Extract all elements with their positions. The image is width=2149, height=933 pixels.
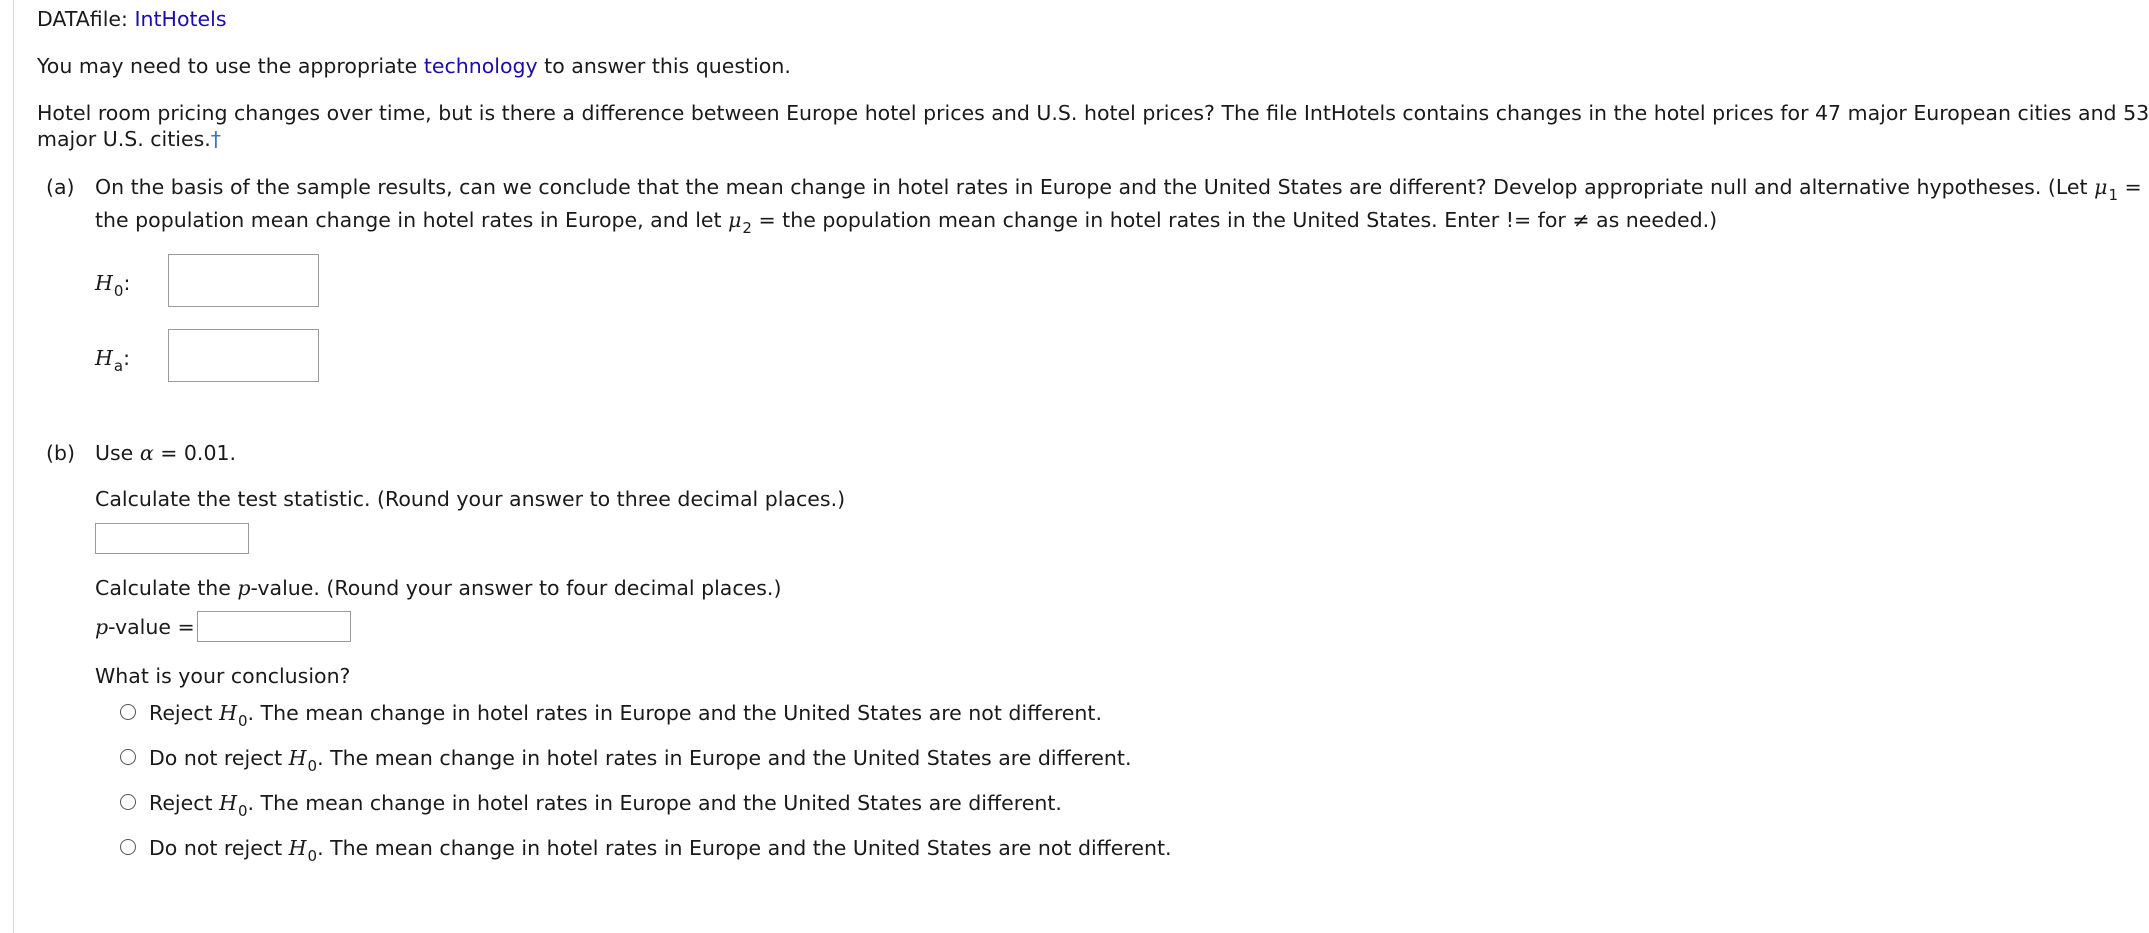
mu1-subscript: 1 — [2108, 186, 2118, 204]
p-value-input[interactable] — [197, 611, 351, 642]
h0-subscript: 0 — [113, 282, 124, 300]
alpha-value: = 0.01. — [153, 441, 237, 465]
option-3-verb: Reject — [149, 791, 220, 815]
option-4-verb: Do not reject — [149, 836, 289, 860]
option-3-h: H — [219, 791, 237, 815]
test-statistic-prompt: Calculate the test statistic. (Round your answer to three decimal places.) — [95, 487, 846, 511]
h0-colon: : — [123, 271, 131, 295]
option-1-text: . The mean change in hotel rates in Europe and the United States are not different. — [247, 701, 1102, 725]
option-1-verb: Reject — [149, 701, 220, 725]
mu2-subscript: 2 — [742, 219, 752, 237]
intro-line-2-text: major U.S. cities. — [37, 127, 211, 151]
part-a-question-line-1 — [95, 174, 2142, 202]
conclusion-option-3[interactable] — [149, 790, 1062, 818]
conclusion-option-2[interactable] — [149, 745, 1131, 773]
part-a-text-1-end: = — [2117, 175, 2142, 199]
ha-colon: : — [123, 346, 131, 370]
datafile-link[interactable]: IntHotels — [134, 7, 227, 31]
technology-note-text-end: to answer this question. — [537, 54, 791, 78]
datafile-label: DATAfile: — [37, 7, 135, 31]
mu1-symbol: μ — [2094, 175, 2108, 199]
part-a-question-line-2 — [95, 207, 1717, 235]
part-b-label: (b) — [46, 441, 76, 465]
part-a-text-2-end: = the population mean change in hotel rates in the United States. Enter != for ≠ as needed.) — [751, 208, 1718, 232]
part-a-text-1: On the basis of the sample results, can we conclude that the mean change in hotel rates in Europe and the United States are different? Develop appropriate null and alternative hypotheses. (Let — [95, 175, 2095, 199]
option-3-h-subscript: 0 — [237, 802, 248, 820]
intro-line-2 — [37, 126, 221, 152]
part-a-text-2: the population mean change in hotel rates in Europe, and let — [95, 208, 729, 232]
p-value-prompt-text: Calculate the — [95, 576, 238, 600]
alpha-text: Use — [95, 441, 140, 465]
h0-label — [95, 270, 130, 298]
technology-link[interactable]: technology — [423, 54, 538, 78]
p-value-prompt — [95, 575, 781, 601]
ha-letter: H — [95, 346, 113, 370]
footnote-dagger-link[interactable]: † — [210, 127, 222, 151]
option-4-text: . The mean change in hotel rates in Europe and the United States are not different. — [317, 836, 1172, 860]
option-1-h: H — [219, 701, 237, 725]
p-value-label-text: -value = — [108, 615, 195, 639]
conclusion-radio-4[interactable] — [120, 839, 136, 855]
conclusion-radio-1[interactable] — [120, 704, 136, 720]
option-2-h-subscript: 0 — [307, 757, 318, 775]
option-2-verb: Do not reject — [149, 746, 289, 770]
ha-input[interactable] — [168, 329, 319, 382]
technology-note — [37, 53, 791, 79]
conclusion-option-4[interactable] — [149, 835, 1172, 863]
p-value-prompt-p: p — [237, 576, 251, 600]
alpha-symbol: α — [139, 441, 154, 465]
h0-input[interactable] — [168, 254, 319, 307]
mu2-symbol: μ — [728, 208, 742, 232]
ha-subscript: a — [113, 357, 124, 375]
ha-label — [95, 345, 130, 373]
option-2-text: . The mean change in hotel rates in Europe and the United States are different. — [317, 746, 1132, 770]
h0-letter: H — [95, 271, 113, 295]
p-value-prompt-text-end: -value. (Round your answer to four decimal places.) — [250, 576, 782, 600]
part-a-label: (a) — [46, 175, 75, 199]
left-border — [13, 0, 14, 933]
option-2-h: H — [288, 746, 307, 770]
test-statistic-input[interactable] — [95, 523, 249, 554]
option-1-h-subscript: 0 — [237, 712, 248, 730]
option-4-h-subscript: 0 — [307, 847, 318, 865]
p-value-label — [95, 614, 195, 640]
conclusion-option-1[interactable] — [149, 700, 1102, 728]
conclusion-radio-2[interactable] — [120, 749, 136, 765]
conclusion-radio-3[interactable] — [120, 794, 136, 810]
intro-line-1: Hotel room pricing changes over time, but is there a difference between Europe hotel prices and U.S. hotel prices? The file IntHotels contains changes in the hotel prices for 47 major European cities and 53 — [37, 101, 2149, 125]
alpha-line — [95, 440, 236, 466]
technology-note-text: You may need to use the appropriate — [37, 54, 424, 78]
p-value-label-p: p — [95, 615, 109, 639]
datafile-line — [37, 6, 227, 32]
option-4-h: H — [288, 836, 307, 860]
option-3-text: . The mean change in hotel rates in Europe and the United States are different. — [247, 791, 1062, 815]
conclusion-prompt: What is your conclusion? — [95, 664, 351, 688]
